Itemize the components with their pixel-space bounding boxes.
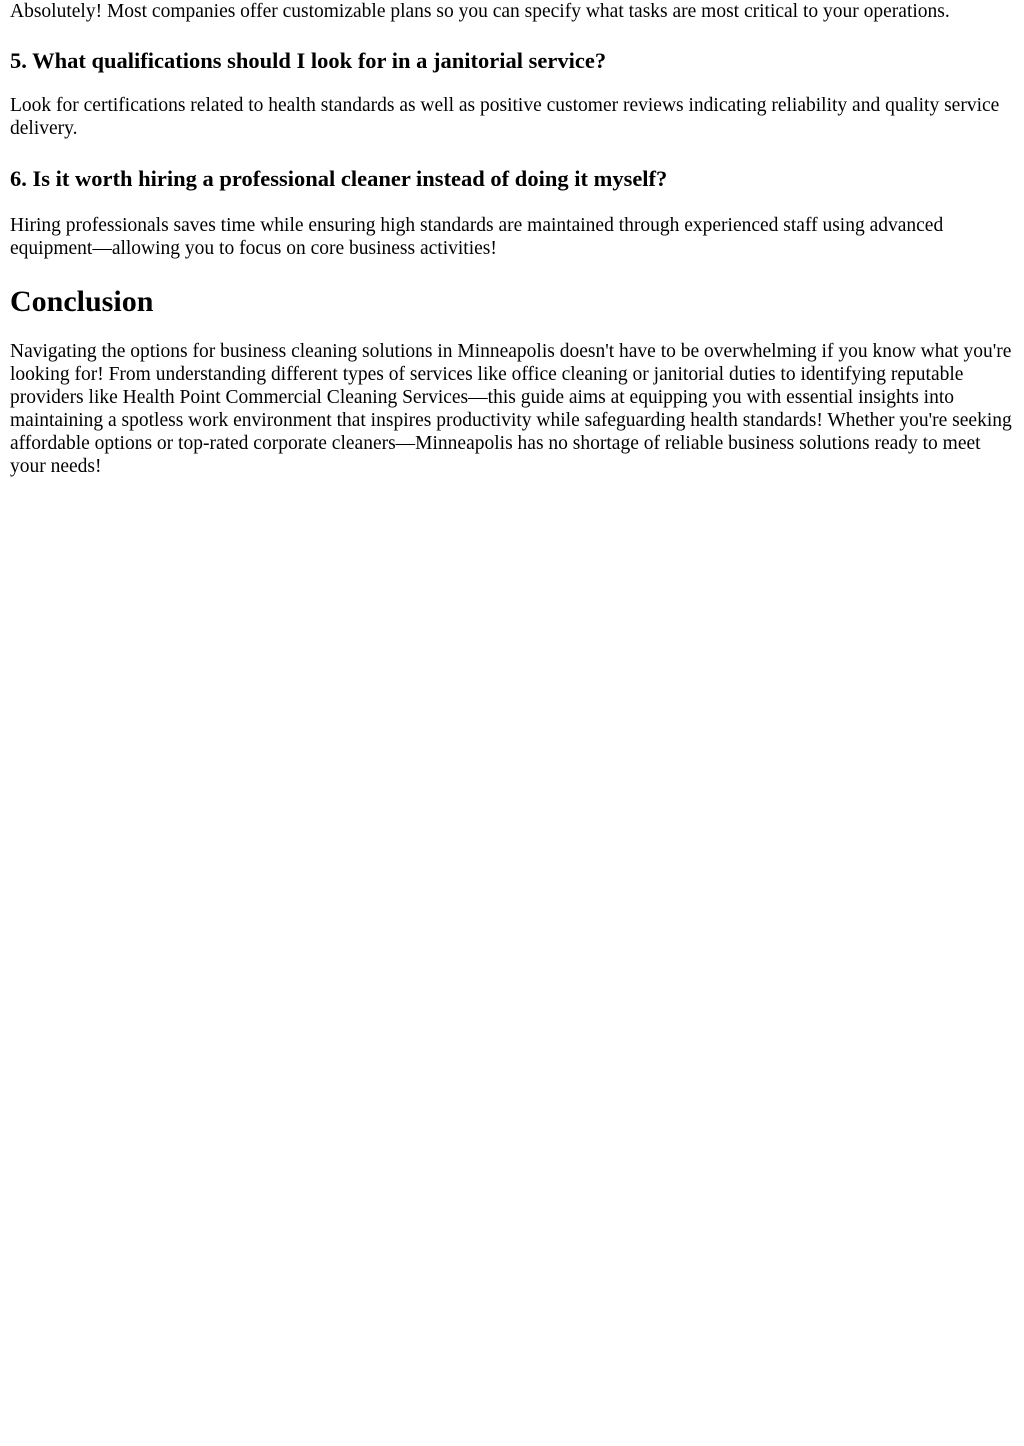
- conclusion-heading: Conclusion: [10, 285, 154, 318]
- faq-question-5-heading: 5. What qualifications should I look for in a janitorial service?: [10, 48, 607, 73]
- conclusion-paragraph: Navigating the options for business cleaning solutions in Minneapolis doesn't have to be overwhelming if you know what you're looking for! From understanding different types of services like office cleaning or janitorial duties to identifying reputable providers like Health Point Commercial Cleaning Services—this guide aims at equipping you with essential insights into maintaining a spotless work environment that inspires productivity while safeguarding health standards! Whether you're seeking affordable options or top-rated corporate cleaners—Minneapolis has no shortage of reliable business solutions ready to meet your needs!: [10, 341, 1012, 477]
- faq-answer-6: Hiring professionals saves time while ensuring high standards are maintained through experienced staff using advanced equipment—allowing you to focus on core business activities!: [10, 215, 944, 259]
- faq-previous-answer: Absolutely! Most companies offer customizable plans so you can specify what tasks are most critical to your operations.: [10, 1, 950, 22]
- faq-answer-5: Look for certifications related to health standards as well as positive customer reviews indicating reliability and quality service delivery.: [10, 95, 1000, 139]
- document-page: [0, 0, 1024, 478]
- faq-question-6-heading: 6. Is it worth hiring a professional cleaner instead of doing it myself?: [10, 166, 668, 191]
